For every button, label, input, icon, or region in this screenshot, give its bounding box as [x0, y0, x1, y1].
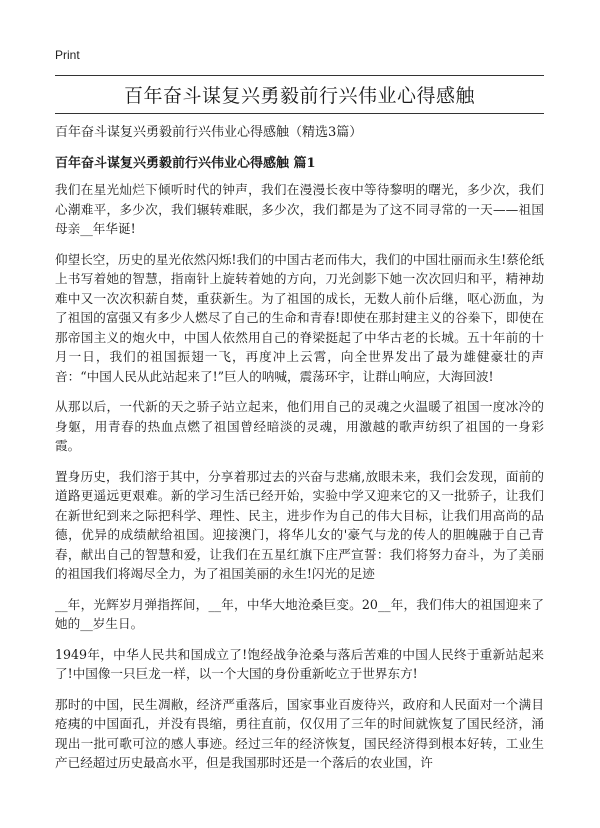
paragraph-2: 仰望长空，历史的星光依然闪烁!我们的中国古老而伟大，我们的中国壮丽而永生!蔡伦纸上书写着她的智慧，指南针上旋转着她的方向，刀光剑影下她一次次回归和平，精神劫难中又一次次积薪自焚，重获新生。为了祖国的成长，无数人前仆后继，呕心沥血，为了祖国的富强又有多少人燃尽了自己的生命和青春!即使在那封建主义的谷桊下，即使在那帝国主义的炮火中，中国人依然用自己的脊梁挺起了中华古老的长城。五十年前的十月一日，我们的祖国振翅一飞，再度冲上云霄，向全世界发出了最为雄健豪壮的声音：“中国人民从此站起来了!”巨人的呐喊，震荡环宇，让群山响应，大海回波!	[55, 251, 544, 384]
paragraph-7: 那时的中国，民生凋敝，经济严重落后，国家事业百废待兴，政府和人民面对一个满目疮痍的中国面孔，并没有畏缩，勇往直前，仅仅用了三年的时间就恢复了国民经济，涌现出一批可歌可泣的感人事迹。经过三年的经济恢复，国民经济得到根本好转，工业生产已经超过历史最高水平，但是我国那时还是一个落后的农业国，许	[55, 696, 544, 770]
article-body	[55, 180, 544, 784]
paragraph-4: 置身历史，我们溶于其中，分享着那过去的兴奋与悲痛,放眼未来，我们会发现，面前的道路更遥远更艰难。新的学习生活已经开始，实验中学又迎来它的又一批骄子，让我们在新世纪到来之际把科学、理性、民主，进步作为自己的伟大目标，让我们用高尚的品德，优异的成绩献给祖国。迎接澳门，将华儿女的'豪气与龙的传人的胆魄融于自己青春，献出自己的智慧和爱，让我们在五星红旗下庄严宣誓：我们将努力奋斗，为了美丽的祖国我们将竭尽全力，为了祖国美丽的永生!闪光的足迹	[55, 468, 544, 581]
print-link[interactable]: Print	[55, 48, 80, 62]
paragraph-1: 我们在星光灿烂下倾听时代的钟声，我们在漫漫长夜中等待黎明的曙光，多少次，我们心潮难平，多少次，我们辗转难眠，多少次，我们都是为了这不同寻常的一天——祖国母亲__年华诞!	[55, 182, 544, 236]
section-heading: 百年奋斗谋复兴勇毅前行兴伟业心得感触 篇1	[55, 156, 316, 171]
paragraph-6: 1949年，中华人民共和国成立了!饱经战争沧桑与落后苦难的中国人民终于重新站起来了!中国像一只巨龙一样，以一个大国的身份重新屹立于世界东方!	[55, 646, 544, 681]
document-title: 百年奋斗谋复兴勇毅前行兴伟业心得感触	[123, 85, 475, 107]
paragraph-5: __年，光辉岁月弹指挥间，__年，中华大地沧桑巨变。20__年，我们伟大的祖国迎来了她的__岁生日。	[55, 596, 544, 631]
title-top-rule	[55, 75, 544, 76]
document-subtitle: 百年奋斗谋复兴勇毅前行兴伟业心得感触（精选3篇）	[55, 125, 363, 140]
title-bottom-rule	[55, 113, 544, 114]
paragraph-3: 从那以后，一代新的天之骄子站立起来，他们用自己的灵魂之火温暖了祖国一度冰冷的身躯，用青春的热血点燃了祖国曾经暗淡的灵魂，用激越的歌声纺织了祖国的一身彩霞。	[55, 399, 544, 453]
